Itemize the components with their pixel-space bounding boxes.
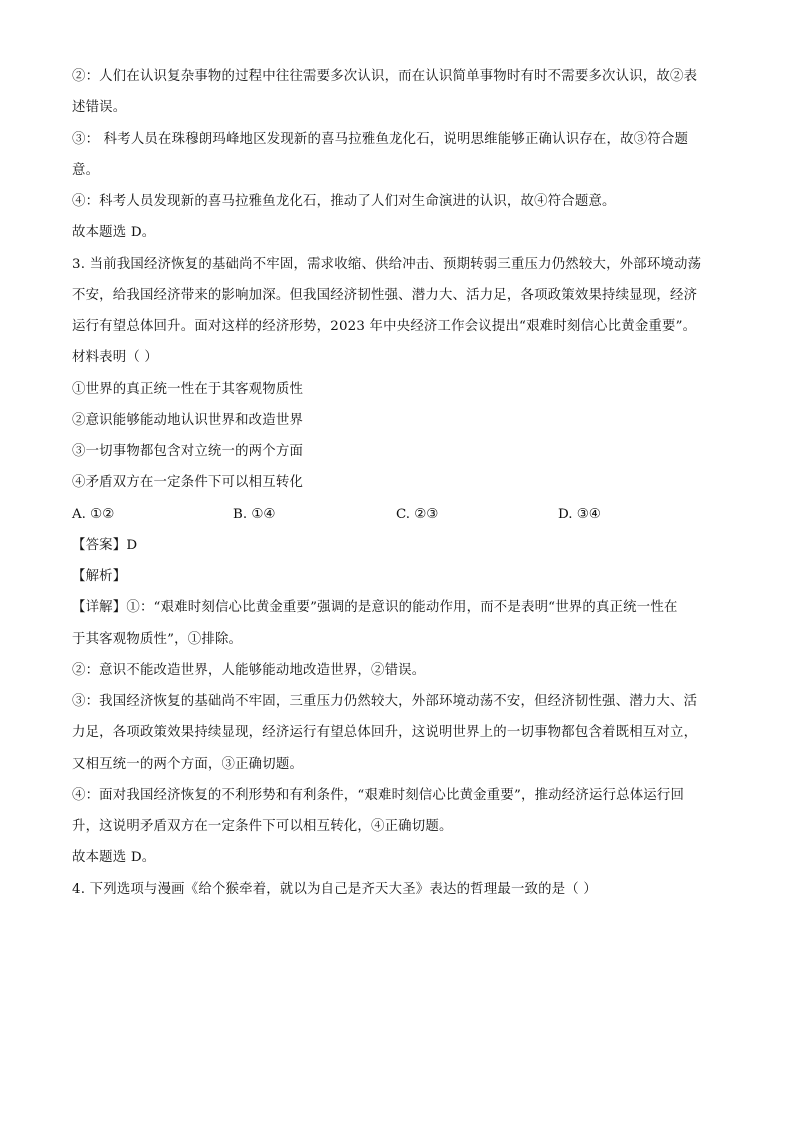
explanation-line: ②：意识不能改造世界，人能够能动地改造世界，②错误。 [72,663,426,678]
question-3-stem: 运行有望总体回升。面对这样的经济形势，2023 年中央经济工作会议提出“艰难时刻信心比黄金重要”。 [72,319,697,334]
explanation-line: ④：面对我国经济恢复的不利形势和有利条件，“艰难时刻信心比黄金重要”，推动经济运行总体运行回 [72,788,685,803]
option-d: D. ③④ [558,507,601,522]
explanation-line: ③：我国经济恢复的基础尚不牢固，三重压力仍然较大，外部环境动荡不安，但经济韧性强、潜力大、活 [72,694,698,709]
explanation-line: 力足，各项政策效果持续显现，经济运行有望总体回升，这说明世界上的一切事物都包含着既相互对立， [72,725,698,740]
explanation-line: 又相互统一的两个方面，③正确切题。 [72,757,304,772]
text-line: ④：科考人员发现新的喜马拉雅鱼龙化石，推动了人们对生命演进的认识，故④符合题意。 [72,194,616,209]
statement-item: ④矛盾双方在一定条件下可以相互转化 [72,475,304,490]
answer-line: 【答案】D [72,538,138,553]
statement-item: ①世界的真正统一性在于其客观物质性 [72,382,304,397]
question-3-stem: 3. 当前我国经济恢复的基础尚不牢固，需求收缩、供给冲击、预期转弱三重压力仍然较大，外部环境动荡 [72,257,702,272]
conclusion-line: 故本题选 D。 [72,850,156,865]
option-a: A. ①② [72,507,115,522]
text-line: 故本题选 D。 [72,225,156,240]
text-line: 意。 [72,163,100,178]
text-line: ③： 科考人员在珠穆朗玛峰地区发现新的喜马拉雅鱼龙化石，说明思维能够正确认识存在，故③符合题 [72,132,689,147]
explanation-line: 升，这说明矛盾双方在一定条件下可以相互转化，④正确切题。 [72,819,453,834]
text-line: 述错误。 [72,100,127,115]
text-line: ②：人们在认识复杂事物的过程中往往需要多次认识，而在认识简单事物时有时不需要多次认识，故②表 [72,69,698,84]
option-c: C. ②③ [396,507,439,522]
explanation-line: 【详解】①：“艰难时刻信心比黄金重要”强调的是意识的能动作用，而不是表明“世界的真正统一性在 [72,600,678,615]
statement-item: ②意识能够能动地认识世界和改造世界 [72,413,304,428]
question-3-prompt: 材料表明（ ） [72,350,158,365]
statement-item: ③一切事物都包含对立统一的两个方面 [72,444,304,459]
question-4-stem: 4. 下列选项与漫画《给个猴牵着，就以为自己是齐天大圣》表达的哲理最一致的是（ ） [72,882,597,897]
explanation-line: 于其客观物质性”，①排除。 [72,632,243,647]
analysis-heading: 【解析】 [72,569,127,584]
question-3-stem: 不安，给我国经济带来的影响加深。但我国经济韧性强、潜力大、活力足，各项政策效果持续显现，经济 [72,288,698,303]
option-b: B. ①④ [233,507,276,522]
